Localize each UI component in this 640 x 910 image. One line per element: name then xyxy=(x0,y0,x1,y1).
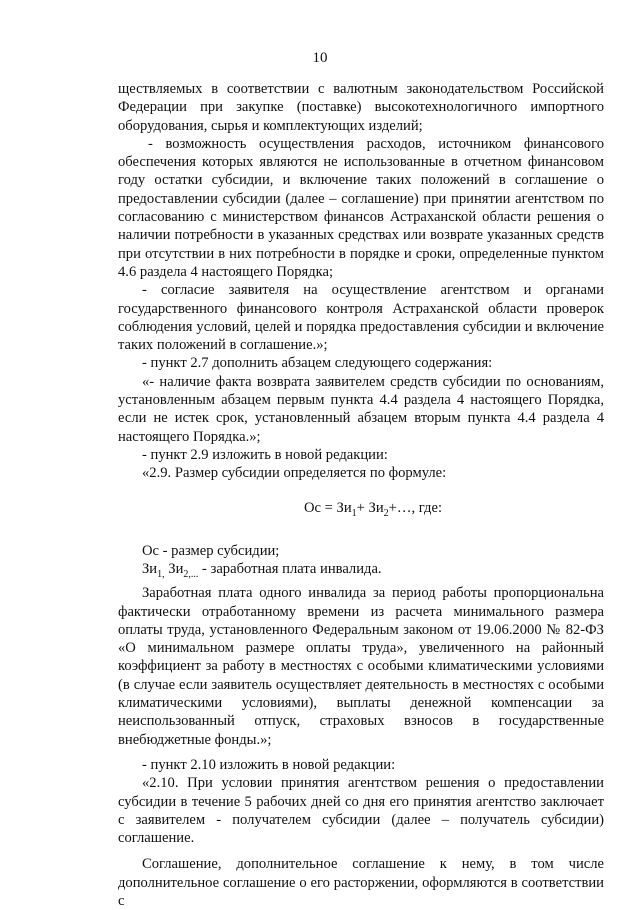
formula-text: + Зи xyxy=(356,499,384,516)
definition-text: - заработная плата инвалида. xyxy=(198,561,382,578)
page-number: 10 xyxy=(312,50,328,66)
paragraph: - пункт 2.10 изложить в новой редакции: xyxy=(142,756,396,773)
formula-subscript: 1 xyxy=(351,507,357,519)
paragraph: «2.10. При условии принятия агентством решения о предоставлении субсидии в течение 5 рабочих дней со дня его принятия агентство заключает с заявителем - получателем субсидии (далее – получатель субсидии) соглашение. xyxy=(118,775,604,847)
paragraph: Заработная плата одного инвалида за период работы пропорциональна фактически отработанному времени из расчета минимального размера оплаты труда, установленного Федеральным законом от 19.06.2000 № 82-ФЗ «О минимальном размере оплаты труда», увеличенного на районный коэффициент за работу в местностях с особыми климатическими условиями (в случае если заявитель осуществляет деятельность в местностях с особыми климатическими условиями), выплаты денежной компенсации за неиспользованный отпуск, страховых взносов в государственные внебюджетные фонды.»; xyxy=(118,585,604,748)
paragraph: «2.9. Размер субсидии определяется по формуле: xyxy=(142,465,447,482)
formula-subscript: 2 xyxy=(383,507,389,519)
formula-text: +…, где: xyxy=(388,499,443,516)
paragraph: - пункт 2.7 дополнить абзацем следующего содержания: xyxy=(142,355,493,372)
document-body xyxy=(118,80,604,910)
formula xyxy=(118,499,604,523)
definition-zi xyxy=(118,560,604,584)
paragraph: - согласие заявителя на осуществление агентством и органами государственного финансового контроля Астраханской области проверок соблюдения условий, целей и порядка предоставления субсидии и включение таких положений в соглашение.»; xyxy=(118,282,604,354)
paragraph: ществляемых в соответствии с валютным законодательством Российской Федерации при закупке (поставке) высокотехнологичного импортного оборудования, сырья и комплектующих изделий; xyxy=(118,81,604,134)
definition-subscript: 1, xyxy=(157,568,165,580)
paragraph: - пункт 2.9 изложить в новой редакции: xyxy=(142,446,388,463)
paragraph: - возможность осуществления расходов, источником финансового обеспечения которых являются не использованные в отчетном финансовом году остатки субсидии, и включение таких положений в соглашение о предоставлении субсидии (далее – соглашение) при принятии агентством по согласованию с министерством финансов Астраханской области решения о наличии потребности в указанных средствах или возврате указанных средств при отсутствии в них потребности в порядке и сроки, определенные пунктом 4.6 раздела 4 настоящего Порядка; xyxy=(118,135,604,280)
paragraph: «- наличие факта возврата заявителем средств субсидии по основаниям, установленным абзацем первым пункта 4.4 раздела 4 настоящего Порядка, если не истек срок, установленный абзацем вторым пункта 4.4 раздела 4 настоящего Порядка.»; xyxy=(118,373,604,445)
definition-subscript: 2,... xyxy=(183,568,199,580)
paragraph: Соглашение, дополнительное соглашение к нему, в том числе дополнительное соглашение о его расторжении, оформляются в соответствии с xyxy=(118,856,604,909)
definition-os: Ос - размер субсидии; xyxy=(142,542,280,559)
formula-text: Ос = Зи xyxy=(304,499,352,516)
definition-text: Зи xyxy=(164,561,184,578)
definition-text: Зи xyxy=(142,561,158,578)
